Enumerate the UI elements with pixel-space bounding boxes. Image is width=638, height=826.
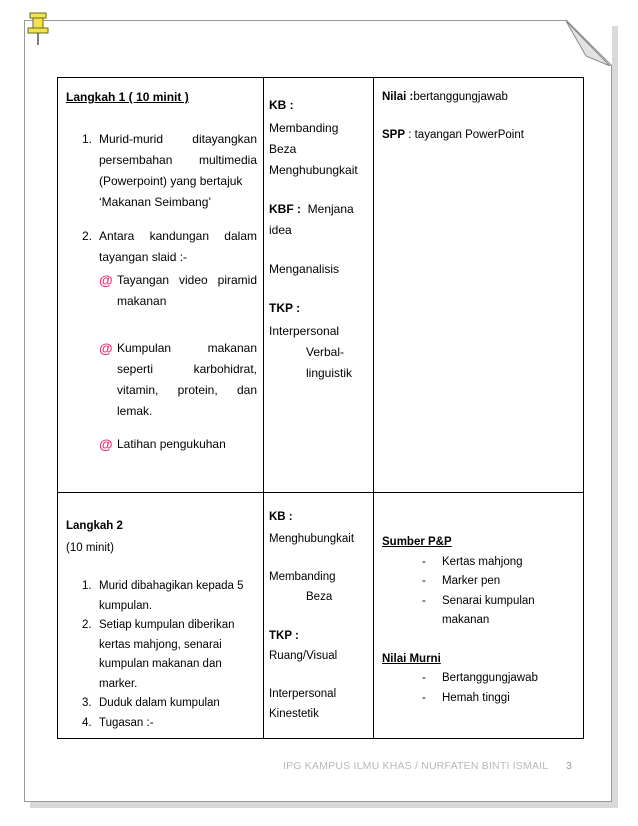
tkp-value: Kinestetik — [269, 707, 319, 720]
row2-resources-cell — [374, 493, 584, 739]
kb-value: Membanding — [269, 571, 336, 583]
row2-activity-cell — [58, 493, 264, 739]
bullet-latihan: @ Latihan pengukuhan — [99, 434, 257, 455]
swirl-bullet-icon: @ — [99, 436, 113, 452]
nilai-murni-heading: Nilai Murni — [382, 652, 441, 665]
step1-item-2: 2. Antara kandungan dalam tayangan slaid :- @ Tayangan video piramid makanan @ Kumpulan makanan seperti karbohidrat, vitamin, protein, dan lemak. @ Latihan pengukuhan — [66, 226, 257, 455]
bullet-kumpulan-makanan: @ Kumpulan makanan seperti karbohidrat, vitamin, protein, dan lemak. — [99, 340, 257, 418]
lesson-plan-table — [57, 77, 584, 739]
swirl-bullet-icon: @ — [99, 272, 113, 288]
sumber-item: - Senarai kumpulan — [422, 594, 535, 607]
kb-value: Beza — [269, 142, 297, 156]
sumber-item: - Kertas mahjong — [422, 555, 523, 568]
swirl-bullet-icon: @ — [99, 340, 113, 356]
footer-text: IPG KAMPUS ILMU KHAS / NURFATEN BINTI ISMAIL — [283, 760, 549, 772]
bullet-video-piramid: @ Tayangan video piramid makanan — [99, 272, 257, 308]
step2-item: 1. Murid dibahagikan kepada 5 kumpulan. — [82, 580, 244, 612]
step2-item: 2. Setiap kumpulan diberikan kertas mahjong, senarai kumpulan makanan dan marker. — [82, 619, 235, 690]
step1-heading: Langkah 1 ( 10 minit ) — [66, 90, 189, 104]
step2-item: 4. Tugasan :- — [82, 716, 154, 729]
step2-duration: (10 minit) — [66, 541, 114, 554]
tkp-value: Ruang/Visual — [269, 649, 338, 662]
sumber-item: - Marker pen — [422, 575, 501, 587]
row1-activity-cell — [58, 78, 264, 493]
kb-value: Beza — [306, 590, 333, 603]
nilai-item: - Bertanggungjawab — [422, 672, 538, 684]
step2-heading: Langkah 2 — [66, 520, 123, 532]
page-number: 3 — [566, 760, 572, 772]
tkp-label: TKP : — [269, 301, 301, 315]
kb-value: Menghubungkait — [269, 532, 355, 545]
kbf-value: idea — [269, 223, 292, 237]
row1-skills-cell — [264, 78, 374, 493]
page-curl-icon — [566, 20, 612, 66]
tkp-value: linguistik — [306, 366, 353, 380]
step2-list — [66, 577, 257, 733]
sumber-item: makanan — [442, 614, 490, 626]
kb-label: KB : — [269, 98, 294, 112]
kbf-line: KBF : Menjana — [269, 202, 354, 216]
kbf-value: Menganalisis — [269, 262, 340, 276]
tkp-value: Interpersonal — [269, 688, 337, 700]
kb-value: Membanding — [269, 121, 339, 135]
kb-value: Menghubungkait — [269, 163, 358, 177]
pushpin-icon — [26, 12, 50, 46]
tkp-value: Interpersonal — [269, 324, 340, 338]
nilai-item: - Hemah tinggi — [422, 691, 510, 704]
row2-skills-cell — [264, 493, 374, 739]
step1-item-1: 1. Murid-murid ditayangkan persembahan multimedia (Powerpoint) yang bertajuk ‘Makanan Seimbang’ — [82, 132, 257, 209]
tkp-value: Verbal- — [306, 345, 345, 359]
step2-item: 3. Duduk dalam kumpulan — [82, 697, 220, 709]
nilai-line: Nilai :bertanggungjawab — [382, 91, 508, 103]
row1-values-cell — [374, 78, 584, 493]
tkp-label: TKP : — [269, 630, 299, 642]
kb-label: KB : — [269, 511, 293, 523]
spp-line: SPP : tayangan PowerPoint — [382, 129, 524, 141]
sumber-heading: Sumber P&P — [382, 536, 452, 548]
